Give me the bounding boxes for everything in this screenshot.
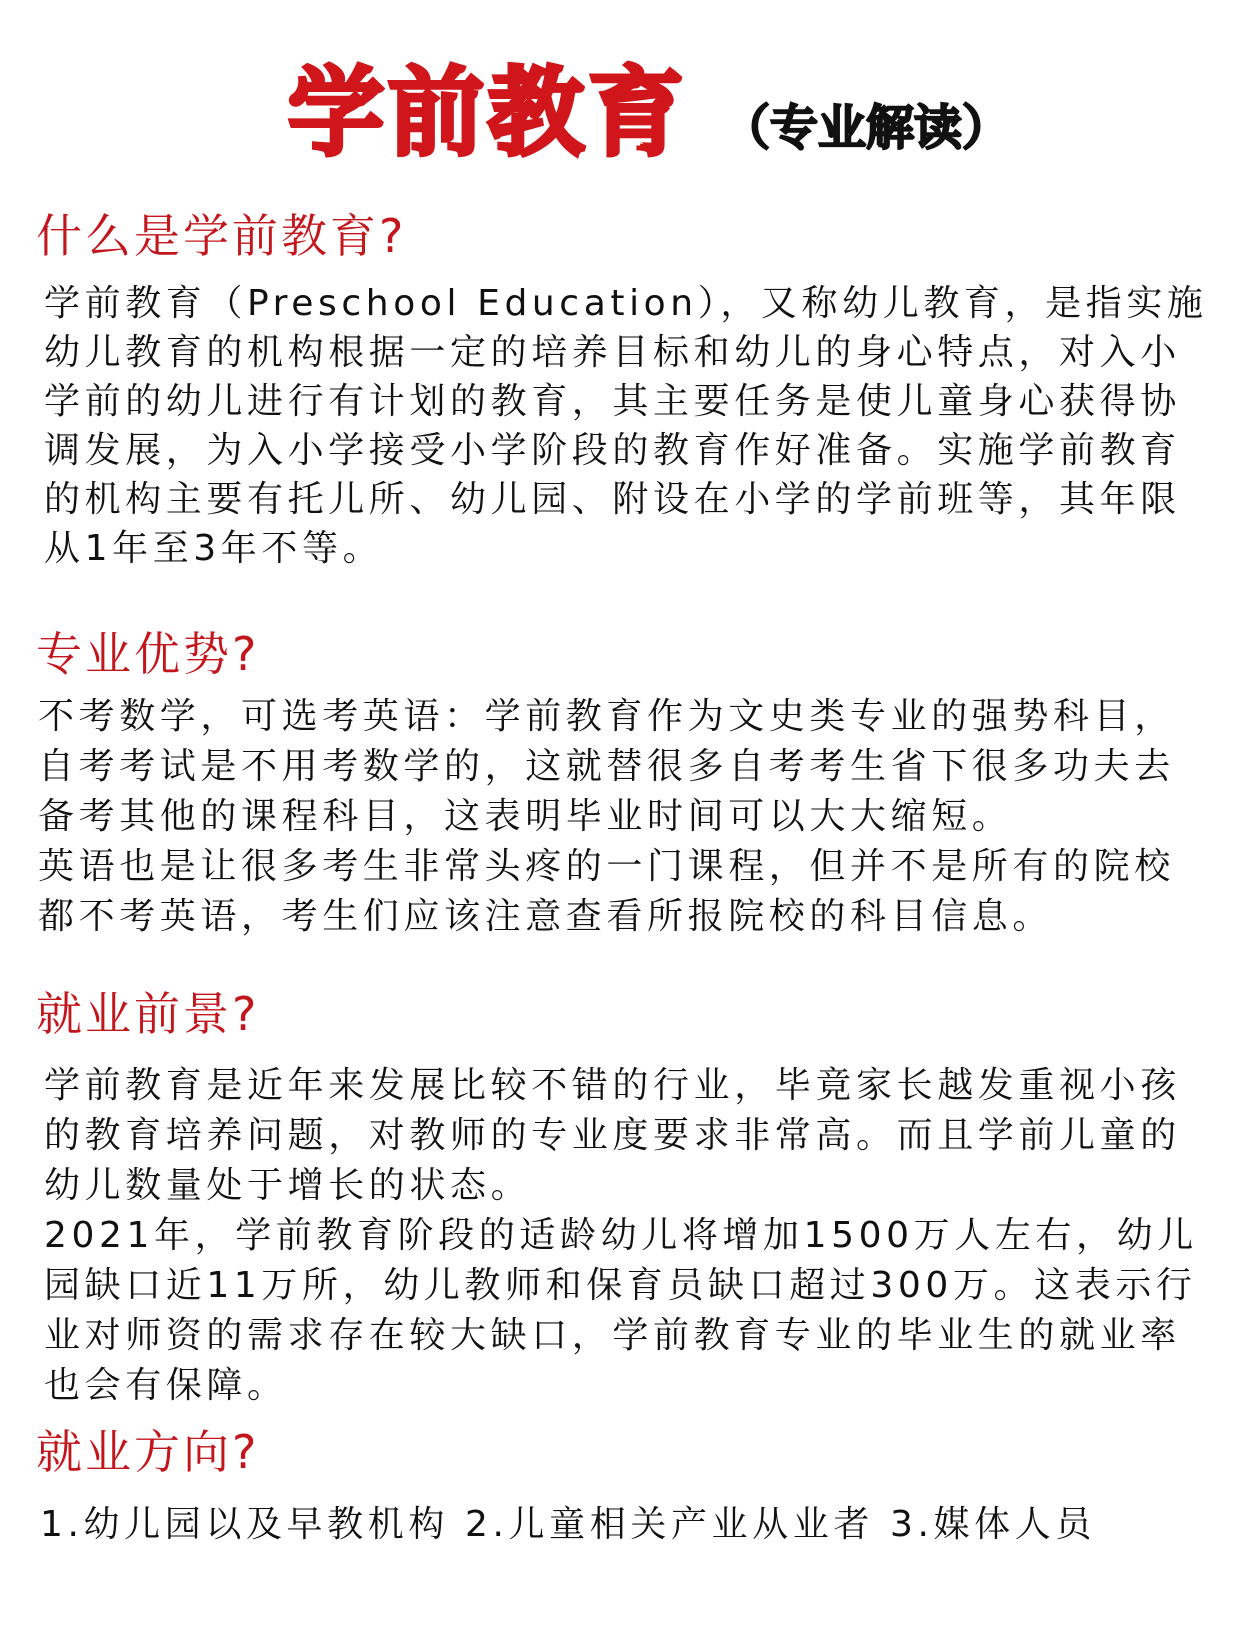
section-3-line: 学前教育是近年来发展比较不错的行业，毕竟家长越发重视小孩 — [44, 1065, 1181, 1106]
section-heading-prospects: 就业前景? — [36, 987, 260, 1041]
section-3-line: 园缺口近11万所，幼儿教师和保育员缺口超过300万。这表示行 — [44, 1265, 1197, 1306]
section-2-line: 不考数学，可选考英语：学前教育作为文史类专业的强势科目， — [38, 696, 1175, 737]
section-heading-what-is: 什么是学前教育? — [36, 209, 407, 263]
section-2-line: 自考考试是不用考数学的，这就替很多自考考生省下很多功夫去 — [38, 746, 1175, 787]
section-1-line: 从1年至3年不等。 — [44, 528, 384, 569]
section-1-line: 的机构主要有托儿所、幼儿园、附设在小学的学前班等，其年限 — [44, 479, 1181, 520]
section-3-line: 幼儿数量处于增长的状态。 — [44, 1165, 532, 1206]
section-1-line: 幼儿教育的机构根据一定的培养目标和幼儿的身心特点，对入小 — [44, 332, 1181, 373]
section-1-line: 调发展，为入小学接受小学阶段的教育作好准备。实施学前教育 — [44, 430, 1181, 471]
page-title: 学前教育 — [288, 57, 688, 169]
career-directions-list: 1.幼儿园以及早教机构 2.儿童相关产业从业者 3.媒体人员 — [40, 1504, 1096, 1545]
section-heading-career-directions: 就业方向? — [36, 1425, 260, 1479]
section-2-line: 都不考英语，考生们应该注意查看所报院校的科目信息。 — [38, 896, 1054, 937]
section-3-line: 2021年，学前教育阶段的适龄幼儿将增加1500万人左右，幼儿 — [44, 1215, 1198, 1256]
section-3-line: 业对师资的需求存在较大缺口，学前教育专业的毕业生的就业率 — [44, 1315, 1181, 1356]
section-2-line: 备考其他的课程科目，这表明毕业时间可以大大缩短。 — [38, 796, 1013, 837]
section-1-line: 学前的幼儿进行有计划的教育，其主要任务是使儿童身心获得协 — [44, 381, 1181, 422]
page-subtitle: （专业解读） — [722, 100, 1011, 156]
section-3-line: 也会有保障。 — [44, 1365, 288, 1406]
section-2-line: 英语也是让很多考生非常头疼的一门课程，但并不是所有的院校 — [38, 846, 1175, 887]
section-3-line: 的教育培养问题，对教师的专业度要求非常高。而且学前儿童的 — [44, 1115, 1181, 1156]
section-heading-advantages: 专业优势? — [36, 627, 260, 681]
section-1-line: 学前教育（Preschool Education），又称幼儿教育，是指实施 — [44, 283, 1208, 324]
